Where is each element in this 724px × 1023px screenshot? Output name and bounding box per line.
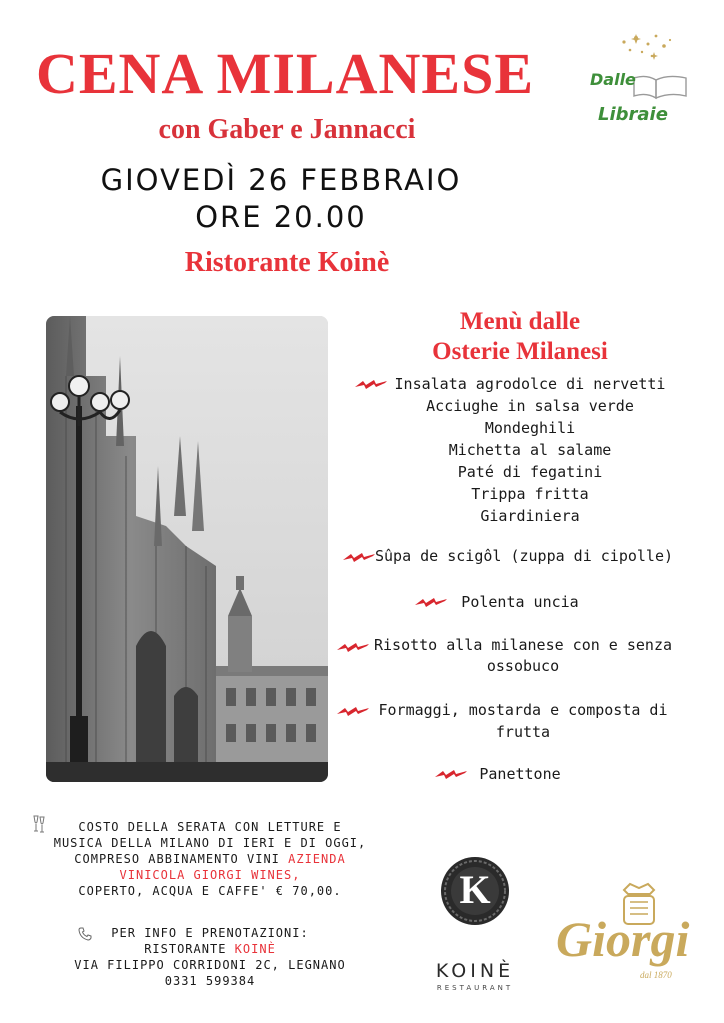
costo-line: MUSICA DELLA MILANO DI IERI E DI OGGI, xyxy=(53,836,367,850)
costo-line xyxy=(40,852,380,866)
duomo-photo xyxy=(46,316,328,782)
event-subtitle: con Gaber e Jannacci xyxy=(158,114,416,145)
brush-mark-icon xyxy=(342,551,376,563)
menu-item: Paté di fegatini xyxy=(457,463,603,481)
koine-sub: RESTAURANT xyxy=(436,984,514,992)
contact-phone: 0331 599384 xyxy=(164,974,256,988)
menu-item: Giardiniera xyxy=(480,507,580,525)
menu-item: Polenta uncia xyxy=(461,593,579,611)
menu-title-line-2: Osterie Milanesi xyxy=(432,338,608,365)
contact-line xyxy=(40,942,380,956)
event-title: CENA MILANESE xyxy=(35,41,535,106)
event-date: GIOVEDÌ 26 FEBBRAIO xyxy=(100,163,462,197)
contact-address: VIA FILIPPO CORRIDONI 2C, LEGNANO xyxy=(74,958,346,972)
koine-logo xyxy=(420,850,530,1000)
costo-winery: AZIENDA xyxy=(288,852,346,866)
costo-price-line: COPERTO, ACQUA E CAFFE' € 70,00. xyxy=(78,884,342,898)
menu-item: frutta xyxy=(495,723,551,741)
menu-title xyxy=(360,307,680,367)
menu-item: Mondeghili xyxy=(484,419,576,437)
costo-line: COSTO DELLA SERATA CON LETTURE E xyxy=(78,820,342,834)
giorgi-logo xyxy=(552,880,692,990)
menu-item: Michetta al salame xyxy=(448,441,612,459)
libraie-word-libraie: Libraie xyxy=(598,104,668,125)
event-time: ORE 20.00 xyxy=(195,200,367,234)
libraie-word-dalle: Dalle xyxy=(590,70,636,89)
menu-item: Risotto alla milanese con e senza xyxy=(373,636,672,654)
giorgi-name: Giorgi xyxy=(556,911,690,967)
giorgi-since: dal 1870 xyxy=(640,970,672,980)
brush-mark-icon xyxy=(336,641,370,653)
menu-title-line-1: Menù dalle xyxy=(459,308,581,335)
koine-name: KOINÈ xyxy=(435,960,515,982)
menu-item: Formaggi, mostarda e composta di xyxy=(378,701,668,719)
costo-winery-line: VINICOLA GIORGI WINES, xyxy=(119,868,301,882)
menu-item: Panettone xyxy=(479,765,561,783)
menu-item: Sûpa de scigôl (zuppa di cipolle) xyxy=(374,547,673,565)
menu-item: Trippa fritta xyxy=(471,485,589,503)
event-venue: Ristorante Koinè xyxy=(184,247,390,278)
contact-text: RISTORANTE xyxy=(144,942,235,956)
menu-item: ossobuco xyxy=(486,657,560,675)
menu-item: Acciughe in salsa verde xyxy=(426,397,634,415)
koine-letter: K xyxy=(459,867,491,912)
contact-line: PER INFO E PRENOTAZIONI: xyxy=(111,926,309,940)
menu-item: Insalata agrodolce di nervetti xyxy=(394,375,666,393)
costo-text: COMPRESO ABBINAMENTO VINI xyxy=(74,852,289,866)
brush-mark-icon xyxy=(354,378,388,390)
contact-venue: KOINÈ xyxy=(234,942,276,956)
brush-mark-icon xyxy=(336,705,370,717)
dalle-libraie-logo xyxy=(584,30,696,130)
